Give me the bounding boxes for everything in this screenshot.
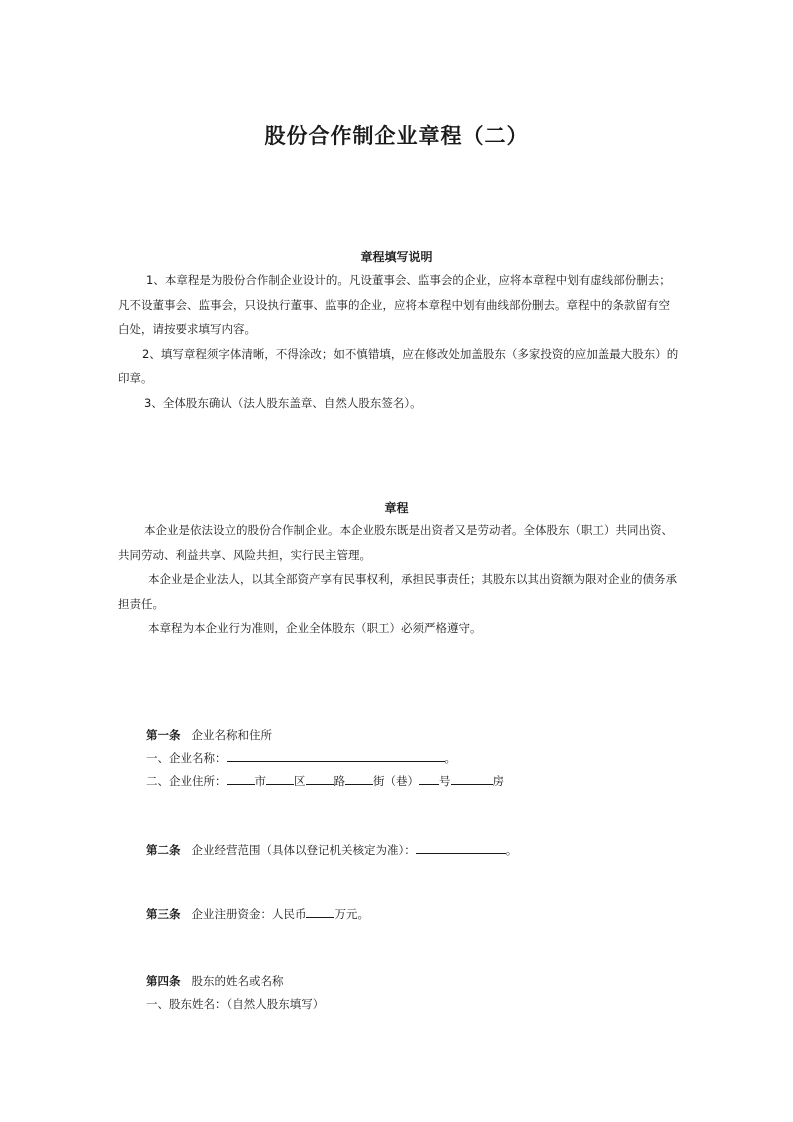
- address-city-field[interactable]: [227, 770, 255, 785]
- address-district-label: 区: [294, 774, 306, 788]
- charter-preamble: [118, 518, 680, 641]
- article-3-text: 企业注册资金：人民币: [191, 907, 307, 921]
- article-1-number: 第一条: [146, 728, 181, 742]
- registered-capital-unit: 万元。: [334, 907, 369, 921]
- address-street-field[interactable]: [345, 770, 373, 785]
- charter-paragraph-2: 本企业是企业法人，以其全部资产享有民事权利，承担民事责任；其股东以其出资额为限对企业的债务承担责任。: [118, 572, 677, 611]
- charter-paragraph-3: 本章程为本企业行为准则，企业全体股东（职工）必须严格遵守。: [148, 621, 482, 635]
- article-4-number: 第四条: [146, 974, 181, 988]
- charter-heading: 章程: [384, 501, 409, 515]
- article-1-heading: [146, 724, 504, 747]
- address-room-label: 房: [492, 774, 504, 788]
- registered-capital-field[interactable]: [306, 903, 334, 918]
- address-room-field[interactable]: [451, 770, 493, 785]
- article-4-heading: [146, 970, 324, 993]
- enterprise-name-period: 。: [444, 751, 456, 765]
- address-number-label: 号: [439, 774, 451, 788]
- instruction-item-2: 2、填写章程须字体清晰，不得涂改；如不慎错填，应在修改处加盖股东（多家投资的应加盖最大股东）的印章。: [118, 346, 679, 385]
- instruction-item-3: 3、全体股东确认（法人股东盖章、自然人股东签名）。: [144, 395, 422, 410]
- article-2-number: 第二条: [146, 843, 181, 857]
- article-2: [146, 839, 517, 862]
- enterprise-address-label: 二、企业住所：: [146, 774, 227, 788]
- enterprise-name-row: [146, 747, 504, 770]
- article-4: [146, 970, 324, 1016]
- address-road-label: 路: [333, 774, 345, 788]
- enterprise-name-label: 一、企业名称：: [146, 751, 227, 765]
- article-1: [146, 724, 504, 793]
- enterprise-address-row: [146, 770, 504, 793]
- address-road-field[interactable]: [306, 770, 334, 785]
- article-2-period: 。: [505, 843, 518, 857]
- article-2-text: 企业经营范围（具体以登记机关核定为准）：: [191, 843, 416, 857]
- address-district-field[interactable]: [266, 770, 294, 785]
- enterprise-name-field[interactable]: [227, 747, 445, 762]
- address-number-field[interactable]: [419, 770, 439, 785]
- instruction-item-1: 1、本章程是为股份合作制企业设计的。凡设董事会、监事会的企业，应将本章程中划有虚线部份删去；凡不设董事会、监事会，只设执行董事、监事的企业，应将本章程中划有曲线部份删去。章程中的条款留有空白处，请按要求填写内容。: [118, 273, 671, 336]
- address-city-label: 市: [254, 774, 266, 788]
- business-scope-field[interactable]: [416, 839, 506, 854]
- instructions-section: [118, 268, 680, 415]
- article-4-title: 股东的姓名或名称: [191, 974, 284, 988]
- article-1-title: 企业名称和住所: [191, 728, 272, 742]
- shareholder-name-row: 一、股东姓名：（自然人股东填写）: [146, 997, 325, 1011]
- instructions-heading: 章程填写说明: [360, 250, 433, 264]
- address-street-label: 街（巷）: [373, 774, 419, 788]
- charter-paragraph-1: 本企业是依法设立的股份合作制企业。本企业股东既是出资者又是劳动者。全体股东（职工）共同出资、共同劳动、利益共享、风险共担，实行民主管理。: [118, 523, 673, 562]
- article-3-number: 第三条: [146, 907, 181, 921]
- article-3: [146, 903, 369, 926]
- document-title: 股份合作制企业章程（二）: [264, 123, 529, 148]
